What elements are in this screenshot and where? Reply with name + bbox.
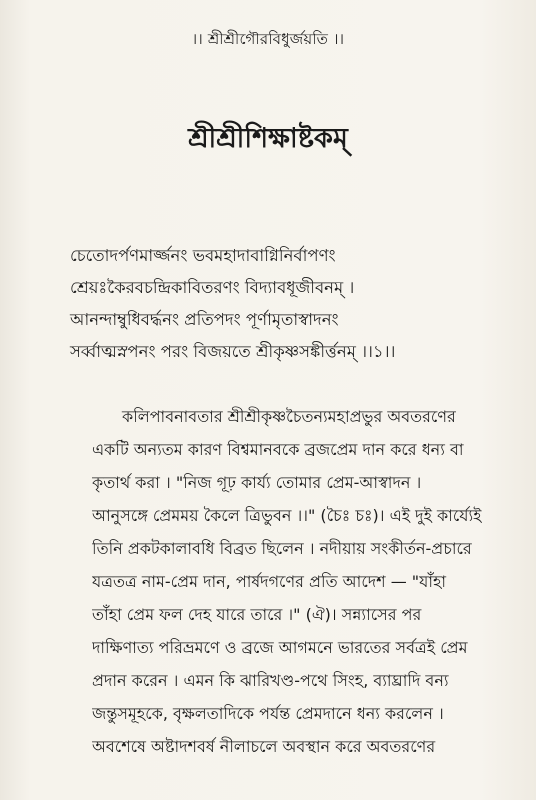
page-title: শ্রীশ্রীশিক্ষাষ্টকম্	[188, 123, 348, 154]
prose-line: দাক্ষিণাত্য পরিভ্রমণে ও ব্রজে আগমনে ভারতের সর্বত্রই প্রেম	[92, 638, 468, 657]
prose-line: যত্রতত্র নাম-প্রেম দান, পার্ষদগণের প্রতি আদেশ — "যাঁহা	[92, 572, 447, 591]
prose-paragraph	[92, 400, 504, 763]
prose-line: কৃতার্থ করা । "নিজ গূঢ় কার্য্য তোমার প্রেম-আস্বাদন ।	[92, 473, 422, 492]
prose-line: প্রদান করেন । এমন কি ঝারিখণ্ড-পথে সিংহ, ব্যাঘ্রাদি বন্য	[92, 671, 449, 690]
verse-line: শ্রেয়ঃকৈরবচন্দ্রিকাবিতরণং বিদ্যাবধূজীবনম্ ।	[70, 278, 355, 297]
prose-line: জন্তুসমূহকে, বৃক্ষলতাদিকে পর্যন্ত প্রেমদানে ধন্য করলেন ।	[92, 704, 444, 723]
prose-line: তাঁহা প্রেম ফল দেহ যারে তারে ।" (ঐ)। সন্ন্যাসের পর	[92, 605, 422, 624]
prose-line: তিনি প্রকটকালাবধি বিব্রত ছিলেন । নদীয়ায় সংকীর্তন-প্রচারে	[92, 539, 472, 558]
verse-line: চেতোদর্পণমার্জ্জনং ভবমহাদাবাগ্নিনির্বাপণং	[70, 246, 336, 265]
prose-line: একটি অন্যতম কারণ বিশ্বমানবকে ব্রজপ্রেম দান করে ধন্য বা	[92, 440, 464, 459]
prose-line: আনুসঙ্গে প্রেমময় কৈলে ত্রিভুবন ।।" (চৈঃ চঃ)। এই দুই কার্য্যেই	[92, 506, 482, 525]
verse-block	[70, 240, 490, 368]
verse-line: আনন্দাম্বুধিবর্দ্ধনং প্রতিপদং পূর্ণামৃতাস্বাদনং	[70, 310, 339, 329]
prose-line: অবশেষে অষ্টাদশবর্ষ নীলাচলে অবস্থান করে অবতরণের	[92, 737, 436, 756]
verse-line: সর্ব্বাত্মস্নপনং পরং বিজয়তে শ্রীকৃষ্ণসঙ্কীর্ত্তনম্ ।।১।।	[70, 342, 396, 361]
prose-line: কলিপাবনাবতার শ্রীশ্রীকৃষ্ণচৈতন্যমহাপ্রভুর অবতরণের	[122, 407, 456, 426]
running-head: ।। শ্রীশ্রীগৌরবিধুর্জয়তি ।।	[191, 30, 345, 48]
